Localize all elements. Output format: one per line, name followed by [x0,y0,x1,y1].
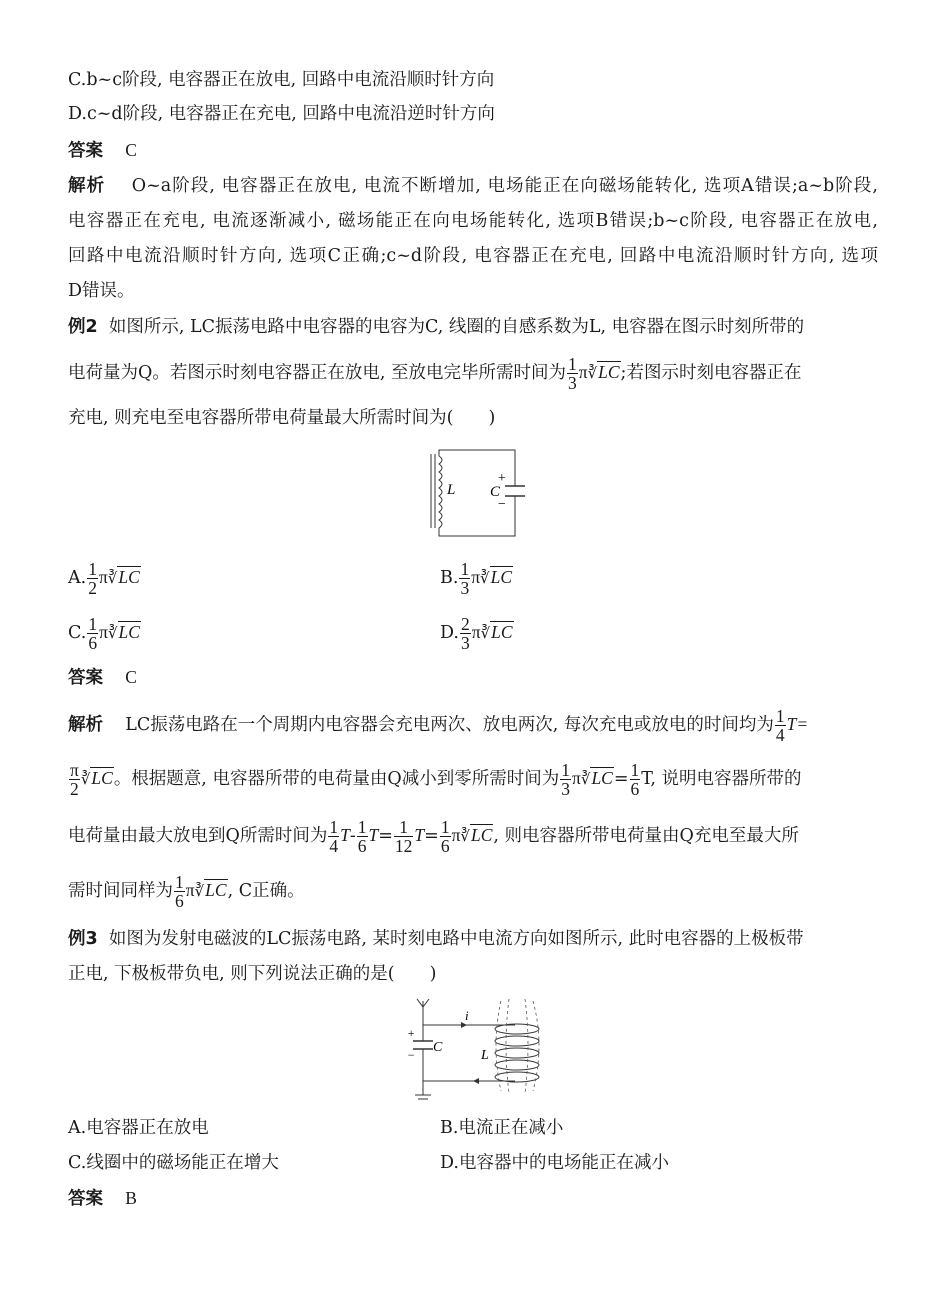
answer-1 [68,138,137,163]
analysis-label: 解析 [68,176,106,196]
analysis-1-line-3: 回路中电流沿顺时针方向, 选项C正确;c~d阶段, 电容器正在充电, 回路中电流沿顺时针方向, 选项 [68,246,878,266]
analysis-2-line-1: 解析 LC振荡电路在一个周期内电容器会充电两次、放电两次, 每次充电或放电的时间均为 $\frac{1}{4}$ T= [68,706,809,745]
lc-circuit-figure [425,448,535,543]
example-3-line-2: 正电, 下极板带负电, 则下列说法正确的是( ) [68,964,437,984]
option-b: B. $\frac{1}{3}$ π∛LC [440,559,512,598]
answer-value: C [125,140,137,160]
analysis-2-line-2: $\frac{\pi}{2}$ ∛LC。根据题意, 电容器所带的电荷量由Q减小到零所需时间为 $\frac{1}{3}$ π∛LC= $\frac{1}{6}$ T, 说明电容器所带的 [70,760,802,799]
antenna-circuit-figure [405,995,550,1105]
option-d: D. $\frac{2}{3}$ π∛LC [440,614,513,653]
analysis-2-line-4: 需时间同样为 $\frac{1}{6}$ π∛LC, C正确。 [68,872,305,911]
option-c-prev: C.b~c阶段, 电容器正在放电, 回路中电流沿顺时针方向 [68,70,495,90]
fraction: $\frac{1}{3}$ [567,354,577,393]
analysis-1-line-1: 解析 O~a阶段, 电容器正在放电, 电流不断增加, 电场能正在向磁场能转化, 选项A错误;a~b阶段, [68,176,878,196]
answer-3: 答案 B [68,1188,137,1209]
option-d-prev: D.c~d阶段, 电容器正在充电, 回路中电流沿逆时针方向 [68,104,495,124]
example-2-line-3: 充电, 则充电至电容器所带电荷量最大所需时间为( ) [68,408,496,428]
ex3-option-a: A.电容器正在放电 [68,1118,209,1138]
analysis-1-line-2: 电容器正在充电, 电流逐渐减小, 磁场能正在向电场能转化, 选项B错误;b~c阶段, 电容器正在放电, [68,211,878,231]
answer-2: 答案 C [68,667,137,688]
example-label: 例2 [68,317,98,337]
capacitor-label-2: C [433,1040,443,1055]
answer-label: 答案 [68,141,103,161]
svg-text:+: + [407,1026,416,1040]
option-a: A. $\frac{1}{2}$ π∛LC [68,559,140,598]
inductor-label-2: L [481,1048,489,1063]
analysis-1-line-4: D错误。 [68,281,135,301]
plus-sign: + [497,471,507,486]
ex3-option-b: B.电流正在减小 [440,1118,564,1138]
inductor-label: L [447,482,456,498]
ex3-option-c: C.线圈中的磁场能正在增大 [68,1153,279,1173]
pi-root-lc: π∛LC [578,362,620,382]
example-2-line-1: 例2 如图所示, LC振荡电路中电容器的电容为C, 线圈的自感系数为L, 电容器在图示时刻所带的 [68,317,805,337]
svg-text:−: − [407,1048,416,1062]
option-c: C. $\frac{1}{6}$ π∛LC [68,614,140,653]
minus-sign: − [497,497,507,512]
example-2-line-2: 电荷量为Q。若图示时刻电容器正在放电, 至放电完毕所需时间为 $\frac{1}{3}$ π∛LC;若图示时刻电容器正在 [68,354,802,393]
ex3-option-d: D.电容器中的电场能正在减小 [440,1153,669,1173]
current-label: i [465,1008,469,1023]
example-3-line-1: 例3 如图为发射电磁波的LC振荡电路, 某时刻电路中电流方向如图所示, 此时电容器的上极板带 [68,929,804,949]
capacitor-label: C [490,484,501,500]
analysis-2-line-3: 电荷量由最大放电到Q所需时间为 $\frac{1}{4}$ T- $\frac{1}{6}$ T= $\frac{1}{12}$ T= $\frac{1}{6}$ π∛LC, 则电容器所带电荷量由Q充电至最大所 [68,817,799,856]
